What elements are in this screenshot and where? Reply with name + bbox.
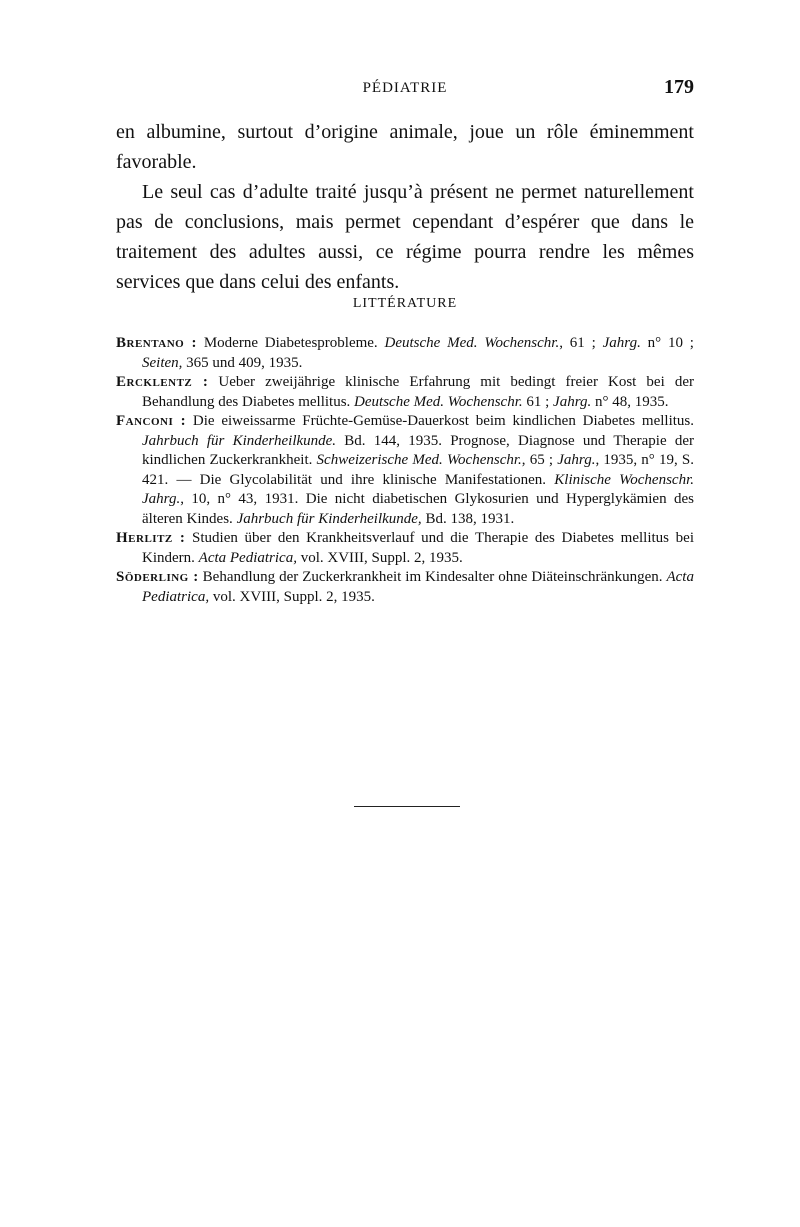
reference-text: 365 und 409, 1935. (182, 354, 303, 371)
reference-item (116, 373, 694, 412)
reference-item (116, 529, 694, 568)
reference-item (116, 334, 694, 373)
reference-text: vol. XVIII, Suppl. 2, 1935. (296, 549, 463, 566)
reference-text: Bd. 144, 1935. Prognose, Diagnose und Therapie der kindlichen Zuckerkrankheit. (142, 432, 694, 468)
reference-author: Herlitz : (116, 530, 186, 546)
reference-author: Fanconi : (116, 413, 187, 429)
reference-text: vol. XVIII, Suppl. 2, 1935. (209, 588, 375, 605)
running-title: PÉDIATRIE (362, 80, 448, 96)
reference-text: Die eiweissarme Früchte-Gemüse-Dauerkost beim kindlichen Diabetes mellitus. (186, 413, 694, 429)
reference-author: Brentano : (116, 335, 198, 351)
reference-journal: Jahrg. (602, 335, 641, 351)
reference-journal: Schweizerische Med. Wochenschr. (316, 452, 522, 468)
reference-text: n° 48, 1935. (591, 393, 669, 410)
paragraph-continued: en albumine, surtout d’origine animale, joue un rôle éminemment favorable. (116, 121, 694, 173)
paragraph: Le seul cas d’adulte traité jusqu’à présent ne permet naturellement pas de conclusions, mais permet cependant d’espérer que dans le traitement des adultes aussi, ce régime pourra rendre les mêmes services que dans celui des enfants. (116, 181, 694, 293)
reference-text: 61 ; (522, 393, 554, 410)
reference-journal: Acta Pediatrica, (142, 569, 694, 605)
reference-text: Moderne Diabetesprobleme. (197, 335, 385, 351)
reference-text: , 65 ; (521, 452, 558, 468)
reference-author: Söderling : (116, 569, 199, 585)
reference-text: n° 10 ; (640, 335, 694, 351)
reference-journal: Acta Pediatrica, (198, 549, 297, 566)
reference-author: Ercklentz : (116, 374, 209, 390)
reference-text: Behandlung der Zuckerkrankheit im Kindesalter ohne Diäteinschränkungen. (198, 569, 667, 585)
reference-item (116, 412, 694, 529)
reference-list (116, 334, 694, 607)
reference-journal: Jahrg. (557, 452, 596, 468)
reference-text: , 1935, n° 19, S. 421. — Die Glycolabilität und ihre klinische Manifestationen. (142, 452, 694, 488)
reference-journal: Seiten, (142, 354, 183, 371)
reference-text: Studien über den Krankheitsverlauf und die Therapie des Diabetes mellitus bei Kindern. (142, 530, 694, 566)
end-rule (354, 806, 460, 807)
reference-journal: Deutsche Med. Wochenschr. (384, 335, 560, 351)
literature-heading: LITTÉRATURE (352, 296, 458, 311)
reference-journal: Jahrbuch für Kinderheilkunde. (142, 432, 337, 449)
reference-journal: Klinische Wochenschr. Jahrg. (142, 471, 694, 507)
reference-text: Ueber zweijährige klinische Erfahrung mit bedingt freier Kost bei der Behandlung des Diabetes mellitus. (142, 374, 694, 410)
reference-text: , 10, n° 43, 1931. Die nicht diabetischen Glykosurien und Hyperglykämien des älteren Kindes. (142, 491, 694, 527)
reference-journal: Jahrg. (553, 393, 592, 410)
running-head (116, 76, 694, 104)
body-text (116, 117, 694, 297)
reference-journal: Deutsche Med. Wochenschr. (354, 393, 523, 410)
reference-text: Bd. 138, 1931. (421, 510, 515, 527)
reference-text: , 61 ; (559, 335, 603, 351)
page-number: 179 (664, 76, 694, 98)
reference-item (116, 568, 694, 607)
reference-journal: Jahrbuch für Kinderheilkunde, (236, 510, 422, 527)
